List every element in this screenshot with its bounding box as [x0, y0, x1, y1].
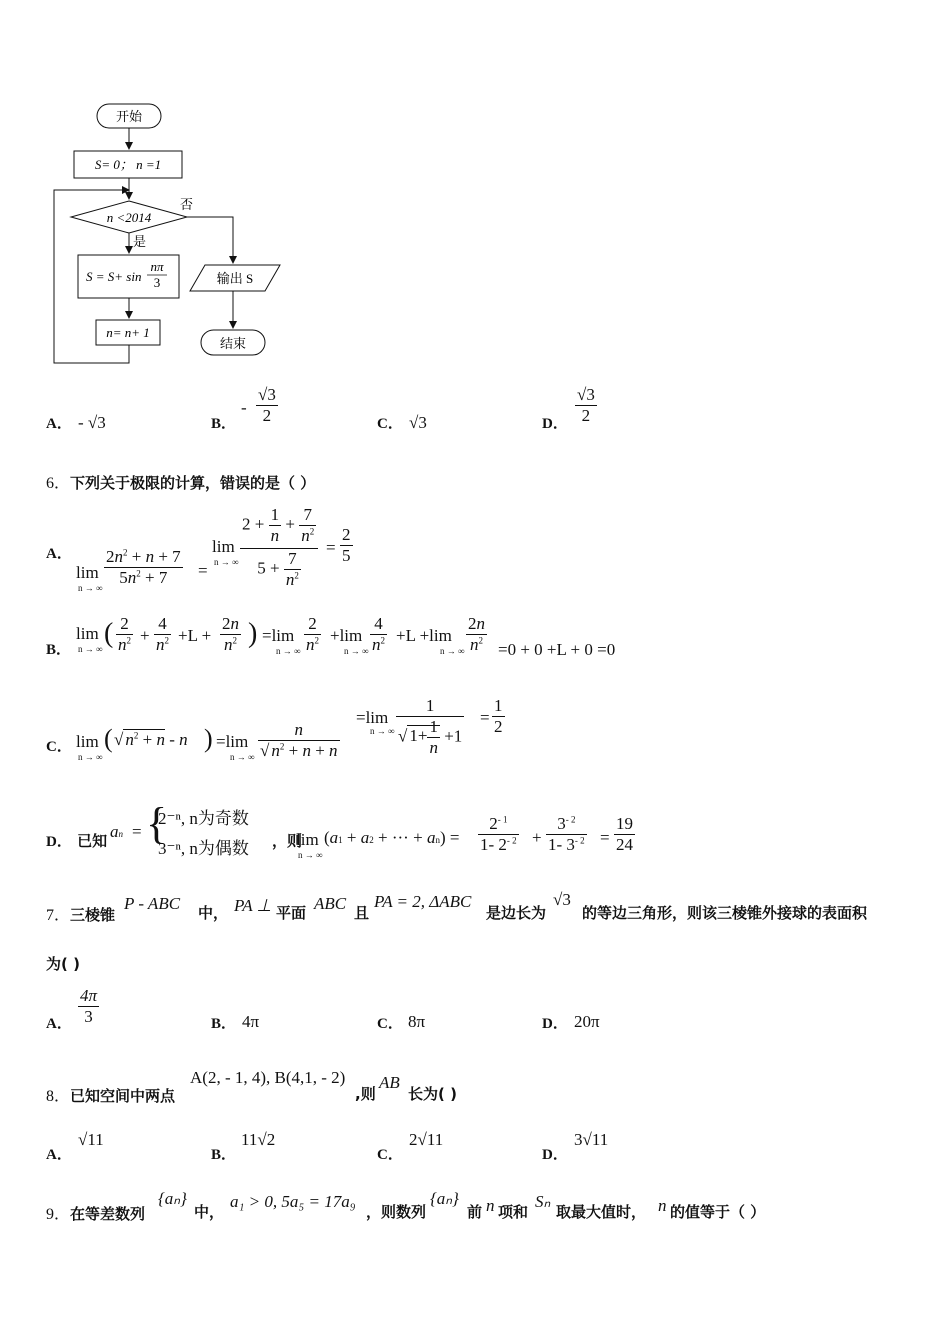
q8-t2: ,则: [355, 1085, 376, 1103]
q8-number-text: [46, 1083, 175, 1106]
flow-body-num: nπ: [150, 259, 164, 274]
question-6: [46, 470, 315, 493]
q6-option-a-label: A．: [46, 546, 72, 562]
q9-m6: n: [658, 1196, 667, 1215]
q7-t4: 且: [354, 904, 370, 922]
q7-number: 7．: [46, 907, 71, 924]
q8-option-d-value: 3√11: [574, 1130, 609, 1149]
q7-m4: PA = 2, ΔABC: [374, 892, 472, 911]
q7-option-b-label: B．: [211, 1016, 237, 1032]
q7-option-d-value: 20π: [574, 1012, 600, 1031]
q7-option-b-value: 4π: [242, 1012, 260, 1031]
q7-t6: 的等边三角形，则该三棱锥外接球的表面积: [582, 904, 868, 922]
flowchart: [40, 95, 300, 375]
q7-option-c-label: C．: [377, 1016, 403, 1032]
q5-option-d-fraction: [575, 385, 597, 426]
q6-number: 6．: [46, 475, 71, 492]
q9-t4: 前: [467, 1203, 483, 1221]
q8-m1: A(2, - 1, 4), B(4,1, - 2): [190, 1068, 346, 1087]
q5-option-b-label: B．: [211, 416, 237, 432]
q6-option-c-formula: lim n → ∞ ( √ $n^2 + n - n$ ) =lim n → ∞ $\frac{n}{√ n^2 + n + n}$ =lim n → ∞ 1 √ 1+ $\frac{1}{n}$ +1 = $\frac{1}{2}$: [76, 696, 503, 762]
q9-number: 9．: [46, 1206, 71, 1223]
flow-init-label: S= 0； n =1: [94, 157, 162, 172]
q9-number-text: [46, 1201, 145, 1224]
q7-option-a-label: A．: [46, 1016, 72, 1032]
q7-t7: 为( ): [46, 955, 80, 973]
q8-option-b-value: 11√2: [241, 1130, 276, 1149]
q5-option-b-sign: -: [241, 398, 247, 417]
q8-m2: AB: [379, 1073, 400, 1092]
q8-option-d-label: D．: [542, 1147, 568, 1163]
q7-t5: 是边长为: [486, 904, 547, 922]
q9-m2: a₁ > 0, 5a₅ = 17a₉: [230, 1192, 356, 1211]
q6-option-d-formula-2: lim n → ∞ (a1 + a2 + ··· + an) = $\frac{2^{- 1}}{1- 2^{- 2}}$ + $\frac{3^{- 2}}{1- 3^{- 2}}$ = $\frac{19}{24}$: [296, 814, 633, 860]
q9-m3: {aₙ}: [430, 1189, 459, 1208]
q9-t6: 取最大值时，: [556, 1203, 647, 1221]
q5-option-d-den: 2: [581, 406, 591, 425]
flow-output-label: 输出 S: [216, 271, 254, 286]
q5-option-a-value: - √3: [78, 413, 106, 432]
q5-option-b-fraction: [256, 385, 278, 426]
q6-option-d-label: D．: [46, 834, 72, 850]
flow-yes-label: 是: [133, 234, 147, 249]
q6-option-b-formula: lim n → ∞ ( $\frac{2}{n^2}$ + $\frac{4}{n^2}$ +L + $\frac{2n}{n^2}$ ) =lim n → ∞ $\frac{2}{n^2}$ +lim n → ∞ $\frac{4}{n^2}$ +L +lim n → ∞ $\frac{2n}{n^2}$ =0 + 0 +L + 0 =0: [76, 614, 616, 659]
q7-option-d-label: D．: [542, 1016, 568, 1032]
q7-m5: √3: [553, 890, 571, 909]
q6-option-d-formula: an = { 2⁻ⁿ, n为奇数 3⁻ⁿ, n为偶数: [110, 799, 249, 858]
q6-case-1: 2⁻ⁿ, n为奇数: [158, 809, 249, 828]
q9-m4: n: [486, 1196, 495, 1215]
q7-option-c-value: 8π: [408, 1012, 426, 1031]
q7-option-a-den: 3: [84, 1007, 93, 1026]
q8-number: 8．: [46, 1088, 71, 1105]
q5-option-d-num: √3: [577, 385, 595, 404]
q6-option-d-prefix: [46, 830, 107, 851]
q9-t1: 在等差数列: [70, 1205, 146, 1223]
q8-t1: 已知空间中两点: [70, 1087, 176, 1105]
q7-option-a-num: 4π: [80, 986, 98, 1005]
q5-option-a-label: A．: [46, 416, 72, 432]
q6-option-d-known: 已知: [77, 832, 108, 850]
q9-m1: {aₙ}: [158, 1189, 187, 1208]
q8-option-a-value: √11: [78, 1130, 104, 1149]
q5-option-b-den: 2: [262, 406, 272, 425]
q6-option-b-label: B．: [46, 642, 72, 658]
q5-option-c-label: C．: [377, 416, 403, 432]
q9-t2: 中，: [194, 1203, 225, 1221]
q7-number-text: [46, 902, 115, 925]
q7-m2: PA ⊥: [234, 896, 272, 915]
q9-m5: Sₙ: [535, 1192, 551, 1211]
q6-case-2: 3⁻ⁿ, n为偶数: [158, 839, 249, 858]
q8-option-c-label: C．: [377, 1147, 403, 1163]
flow-body-label: S = S+ sin: [86, 269, 142, 284]
q8-option-a-label: A．: [46, 1147, 72, 1163]
q6-option-c-label: C．: [46, 739, 72, 755]
q9-t5: 项和: [498, 1203, 529, 1221]
flow-no-label: 否: [180, 197, 194, 212]
q8-option-b-label: B．: [211, 1147, 237, 1163]
q6-text: 下列关于极限的计算，错误的是（ ）: [70, 474, 316, 492]
flow-body-den: 3: [153, 275, 161, 290]
flow-condition-label: n <2014: [106, 210, 152, 225]
q8-t3: 长为( ): [408, 1085, 457, 1103]
q7-t3: 平面: [276, 904, 307, 922]
q7-m3: ABC: [314, 894, 347, 913]
q8-option-c-value: 2√11: [409, 1130, 444, 1149]
q6-option-d-then: ，则: [272, 832, 303, 850]
q7-t1: 三棱锥: [70, 906, 116, 924]
flow-increment-label: n= n+ 1: [106, 325, 150, 340]
q7-option-a-fraction: [78, 986, 99, 1027]
q5-option-d-label: D．: [542, 416, 568, 432]
q9-t3: ，则数列: [366, 1203, 427, 1221]
q6-option-a-formula: lim n → ∞ $\frac{2n^2 + n + 7}{5n^2 + 7}$ = lim n → ∞ 2 + $\frac{1}{n}$ + $\frac{7}{n^2}$ 5 + $\frac{7}{n^2}$ = $\frac{2}{5}$: [76, 505, 351, 593]
q7-t2: 中，: [198, 904, 229, 922]
q7-m1: P - ABC: [124, 894, 181, 913]
q5-option-c-value: √3: [409, 413, 427, 432]
flow-start-label: 开始: [115, 109, 143, 124]
q5-option-b-num: √3: [258, 385, 276, 404]
flow-end-label: 结束: [219, 336, 247, 351]
q9-t7: 的值等于（ ）: [670, 1203, 766, 1221]
